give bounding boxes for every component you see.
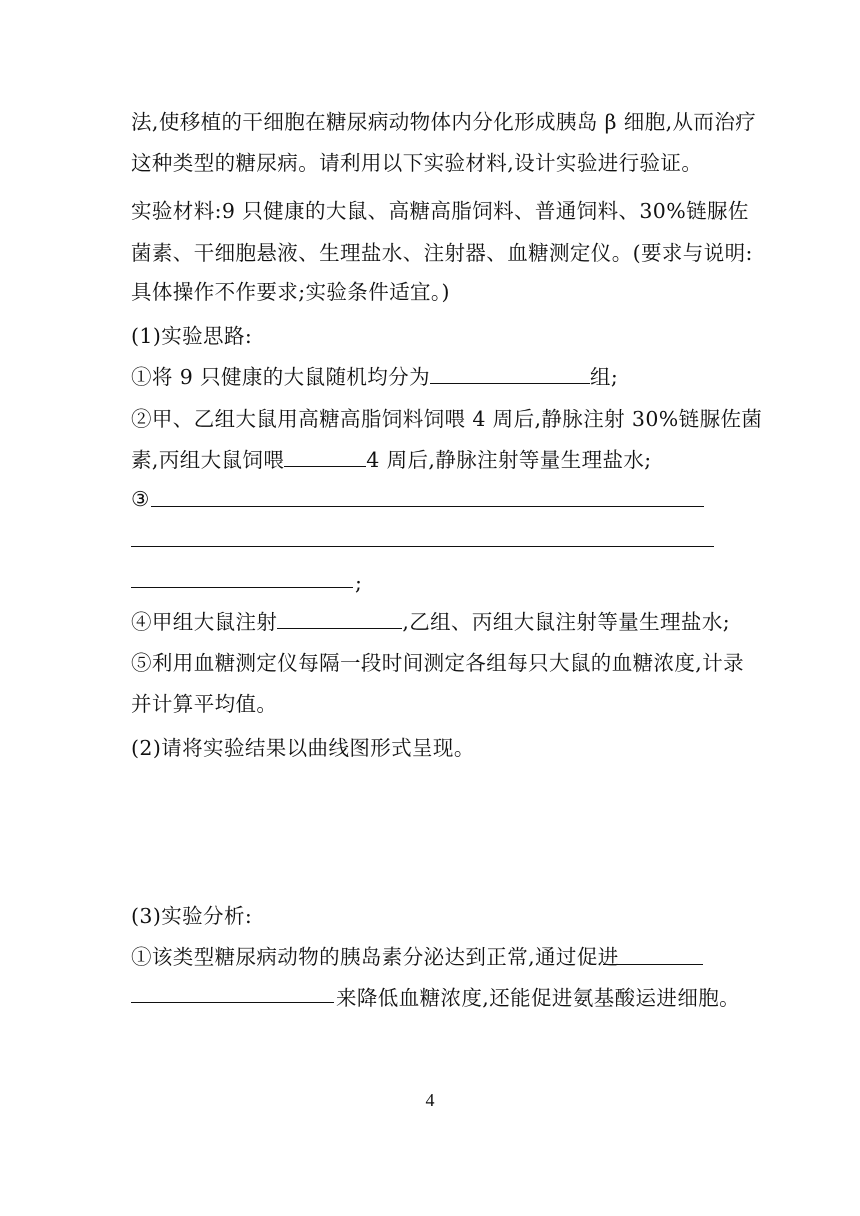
step-1-suffix: 组; [589,365,619,389]
step-2-cont-suffix: 4 周后,静脉注射等量生理盐水; [366,448,652,472]
line-3-materials: 实验材料:9 只健康的大鼠、高糖高脂饲料、普通饲料、30%链脲佐 [131,199,749,223]
answer-blank-step-3-line-1[interactable] [151,506,704,507]
step-5-cont: 并计算平均值。 [131,692,278,716]
step-3 [131,484,741,514]
step-1-text: ①将 9 只健康的大鼠随机均分为 [131,365,430,389]
section-3-heading: (3)实验分析: [131,904,253,928]
line-1: 法,使移植的干细胞在糖尿病动物体内分化形成胰岛 β 细胞,从而治疗 [131,110,757,134]
answer-blank-step-3-line-2[interactable] [131,546,714,547]
section-1-heading: (1)实验思路: [131,324,253,348]
step-4-text: ④甲组大鼠注射 [131,610,278,634]
step-2-cont [131,444,741,475]
answer-blank-step-3-line-3[interactable] [131,587,353,588]
answer-blank-injection[interactable] [277,606,402,629]
analysis-1-text: ①该类型糖尿病动物的胰岛素分泌达到正常,通过促进 [131,945,619,969]
line-4: 菌素、干细胞悬液、生理盐水、注射器、血糖测定仪。(要求与说明: [131,241,753,265]
answer-blank-analysis-line-1[interactable] [603,964,703,965]
step-4-suffix: ,乙组、丙组大鼠注射等量生理盐水; [402,610,731,634]
step-5: ⑤利用血糖测定仪每隔一段时间测定各组每只大鼠的血糖浓度,计录 [131,651,745,675]
step-1 [131,361,741,392]
answer-blank-groups[interactable] [430,361,590,384]
page-number: 4 [425,1090,435,1110]
answer-blank-feed[interactable] [284,444,366,467]
line-2: 这种类型的糖尿病。请利用以下实验材料,设计实验进行验证。 [131,151,703,175]
step-2-cont-text: 素,丙组大鼠饲喂 [131,448,285,472]
step-3-end: ; [355,571,363,595]
answer-blank-analysis-line-2[interactable] [131,1002,334,1003]
step-4 [131,606,741,637]
analysis-1-cont: 来降低血糖浓度,还能促进氨基酸运进细胞。 [336,986,741,1010]
section-2-heading: (2)请将实验结果以曲线图形式呈现。 [131,736,475,760]
analysis-1 [131,942,741,972]
line-5: 具体操作不作要求;实验条件适宜。) [131,280,450,304]
step-3-marker: ③ [131,487,150,511]
step-2: ②甲、乙组大鼠用高糖高脂饲料饲喂 4 周后,静脉注射 30%链脲佐菌 [131,407,763,431]
